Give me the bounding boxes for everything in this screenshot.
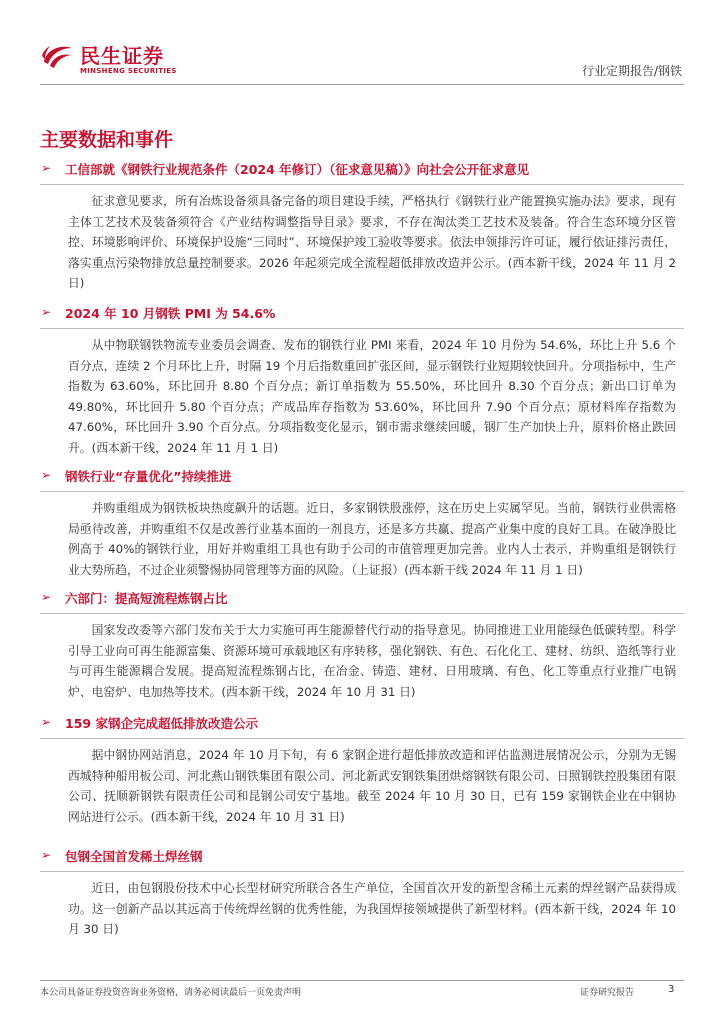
news-title: 159 家钢企完成超低排放改造公示: [65, 716, 258, 731]
news-title: 工信部就《钢铁行业规范条件（2024 年修订）（征求意见稿）》向社会公开征求意见: [65, 162, 530, 177]
section-title: 主要数据和事件: [40, 129, 174, 151]
news-body: 征求意见要求，所有冶炼设备须具备完备的项目建设手续，严格执行《钢铁行业产能置换实施办法》要求，现有主体工艺技术及装备须符合《产业结构调整指导目录》要求，不存在淘汰类工艺技术及装备。符合生态环境分区管控、环境影响评价、环境保护设施“三同时”、环境保护竣工验收等要求。依法申领排污许可证，履行依证排污责任，落实重点污染物排放总量控制要求。2026 年起须完成全流程超低排放改造并公示。(西本新干线，2024 年 11 月 2 日): [68, 194, 676, 290]
footer-divider: [40, 980, 684, 981]
news-body: 从中物联钢铁物流专业委员会调查、发布的钢铁行业 PMI 来看，2024 年 10 月份为 54.6%，环比上升 5.6 个百分点，连续 2 个月环比上升，时隔 19 个月后指数重回扩张区间，显示钢铁行业短期较快回升。分项指标中，生产指数为 63.60%，环比回升 8.80 个百分点；新订单指数为 55.50%，环比回升 8.30 个百分点；新出口订单为 49.80%，环比回升 5.80 个百分点；产成品库存指数为 53.60%，环比回升 7.90 个百分点；原材料库存指数为 47.60%，环比回升 3.90 个百分点。分项指数变化显示，钢市需求继续回暖，钢厂生产加快上升，原料价格止跌回升。(西本新干线，2024 年 11 月 1 日): [68, 338, 676, 455]
news-item: [40, 712, 684, 827]
arrow-bullet-icon: ➢: [41, 590, 52, 604]
news-item: [40, 587, 684, 702]
logo-mark-icon: [40, 42, 74, 72]
page-number: 3: [668, 984, 675, 995]
news-title: 钢铁行业“存量优化”持续推进: [65, 469, 232, 484]
news-body: 并购重组成为钢铁板块热度飙升的话题。近日，多家钢铁股涨停，这在历史上实属罕见。当前，钢铁行业供需格局亟待改善，并购重组不仅是改善行业基本面的一剂良方，还是多方共赢、提高产业集中度的良好工具。在破净股比例高于 40%的钢铁行业，用好并购重组工具也有助于公司的市值管理更加完善。业内人士表示，并购重组是钢铁行业大势所趋，不过企业须警惕协同管理等方面的风险。（上证报）(西本新干线 2024 年 11 月 1 日): [68, 501, 676, 577]
news-title: 六部门：提高短流程炼钢占比: [65, 591, 228, 606]
logo-text-en: MINSHENG SECURITIES: [80, 67, 177, 75]
news-title: 2024 年 10 月钢铁 PMI 为 54.6%: [65, 306, 276, 321]
company-logo: [40, 40, 180, 80]
news-item: [40, 845, 684, 940]
arrow-bullet-icon: ➢: [41, 468, 52, 482]
header-divider: [40, 84, 684, 85]
news-body: 近日，由包钢股份技术中心长型材研究所联合各生产单位，全国首次开发的新型含稀土元素的焊丝钢产品获得成功。这一创新产品以其远高于传统焊丝钢的优秀性能，为我国焊接领域提供了新型材料。(西本新干线，2024 年 10 月 30 日): [68, 881, 676, 936]
page-header: [0, 0, 724, 90]
footer-doc-type: 证券研究报告: [580, 988, 635, 998]
arrow-bullet-icon: ➢: [41, 715, 52, 729]
arrow-bullet-icon: ➢: [41, 161, 52, 175]
news-heading: [40, 587, 684, 614]
news-item: [40, 465, 684, 580]
news-body: 据中钢协网站消息，2024 年 10 月下旬，有 6 家钢企进行超低排放改造和评估监测进展情况公示，分别为无锡西城特种船用板公司、河北燕山钢铁集团有限公司、河北新武安钢铁集团烘熔钢铁有限公司、日照钢铁控股集团有限公司、抚顺新钢铁有限责任公司和昆钢公司安宁基地。截至 2024 年 10 月 30 日，已有 159 家钢铁企业在中钢协网站进行公示。(西本新干线，2024 年 10 月 31 日): [68, 748, 676, 824]
news-heading: [40, 302, 684, 329]
arrow-bullet-icon: ➢: [41, 305, 52, 319]
news-item: [40, 302, 684, 458]
news-title: 包钢全国首发稀土焊丝钢: [65, 849, 203, 864]
news-heading: [40, 465, 684, 492]
logo-text-cn: 民生证券: [80, 44, 164, 68]
news-body: 国家发改委等六部门发布关于大力实施可再生能源替代行动的指导意见。协同推进工业用能绿色低碳转型。科学引导工业向可再生能源富集、资源环境可承载地区有序转移，强化钢铁、有色、石化化工、建材、纺织、造纸等行业与可再生能源耦合发展。提高短流程炼钢占比，在冶金、铸造、建材、日用玻璃、有色、化工等重点行业推广电锅炉、电窑炉、电加热等技术。(西本新干线，2024 年 10 月 31 日): [68, 623, 676, 699]
footer-disclaimer: 本公司具备证券投资咨询业务资格，请务必阅读最后一页免责声明: [40, 988, 302, 998]
report-type: 行业定期报告/钢铁: [581, 64, 682, 78]
arrow-bullet-icon: ➢: [41, 848, 52, 862]
news-heading: [40, 845, 684, 872]
news-heading: [40, 158, 684, 185]
news-heading: [40, 712, 684, 739]
news-item: [40, 158, 684, 294]
